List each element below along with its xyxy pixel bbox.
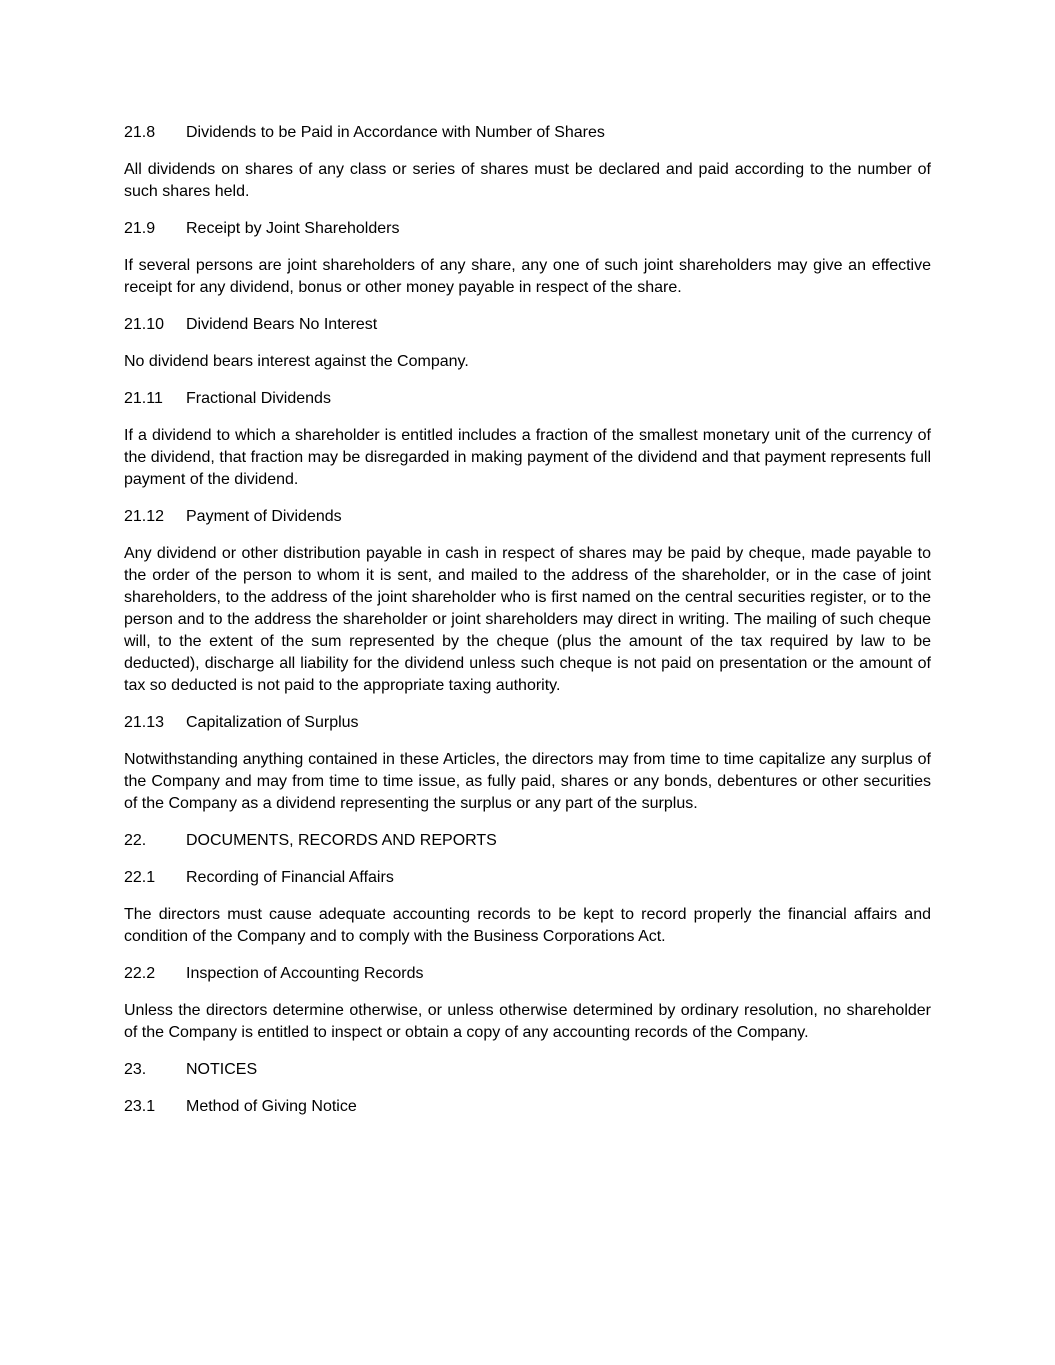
- section-block: [124, 506, 931, 697]
- section-heading: [124, 830, 931, 852]
- section-block: [124, 712, 931, 815]
- section-title: Fractional Dividends: [186, 390, 331, 407]
- section-block: [124, 830, 931, 852]
- section-paragraph: No dividend bears interest against the Company.: [124, 353, 469, 370]
- section-block: [124, 314, 931, 373]
- section-paragraph: The directors must cause adequate accounting records to be kept to record properly the financial affairs and condition of the Company and to comply with the Business Corporations Act.: [124, 906, 931, 945]
- section-paragraph: If a dividend to which a shareholder is entitled includes a fraction of the smallest monetary unit of the currency of the dividend, that fraction may be disregarded in making payment of the dividend and that payment represents full payment of the dividend.: [124, 427, 931, 488]
- section-title: Inspection of Accounting Records: [186, 965, 424, 982]
- section-title: Dividends to be Paid in Accordance with Number of Shares: [186, 124, 605, 141]
- section-title: Payment of Dividends: [186, 508, 342, 525]
- section-number: 21.8: [124, 124, 156, 141]
- section-heading: [124, 963, 931, 985]
- section-number: 21.13: [124, 714, 165, 731]
- section-block: [124, 963, 931, 1044]
- section-heading: [124, 506, 931, 528]
- section-number: 21.10: [124, 316, 165, 333]
- section-title: Method of Giving Notice: [186, 1098, 357, 1115]
- section-heading: [124, 218, 931, 240]
- section-title: NOTICES: [186, 1061, 258, 1078]
- section-paragraph: All dividends on shares of any class or series of shares must be declared and paid according to the number of such shares held.: [124, 161, 931, 200]
- section-block: [124, 388, 931, 491]
- section-title: Receipt by Joint Shareholders: [186, 220, 400, 237]
- section-title: Capitalization of Surplus: [186, 714, 359, 731]
- section-number: 22.2: [124, 965, 156, 982]
- section-heading: [124, 867, 931, 889]
- section-heading: [124, 712, 931, 734]
- section-number: 23.1: [124, 1098, 156, 1115]
- section-heading: [124, 388, 931, 410]
- section-title: Recording of Financial Affairs: [186, 869, 394, 886]
- section-heading: [124, 1096, 931, 1118]
- section-paragraph: Any dividend or other distribution payable in cash in respect of shares may be paid by cheque, made payable to the order of the person to whom it is sent, and mailed to the address of the shareholder, or in the case of joint shareholders, to the address of the joint shareholder who is first named on the central securities register, or to the person and to the address the shareholder or joint shareholders may direct in writing. The mailing of such cheque will, to the extent of the sum represented by the cheque (plus the amount of the tax required by law to be deducted), discharge all liability for the dividend unless such cheque is not paid on presentation or the amount of tax so deducted is not paid to the appropriate taxing authority.: [124, 545, 931, 694]
- section-heading: [124, 314, 931, 336]
- section-number: 21.12: [124, 508, 165, 525]
- section-block: [124, 867, 931, 948]
- section-paragraph: If several persons are joint shareholders of any share, any one of such joint shareholders may give an effective receipt for any dividend, bonus or other money payable in respect of the share.: [124, 257, 931, 296]
- section-block: [124, 1096, 931, 1118]
- section-paragraph: Notwithstanding anything contained in these Articles, the directors may from time to time capitalize any surplus of the Company and may from time to time issue, as fully paid, shares or any bonds, debentures or other securities of the Company as a dividend representing the surplus or any part of the surplus.: [124, 751, 931, 812]
- section-number: 21.11: [124, 390, 163, 407]
- section-number: 21.9: [124, 220, 156, 237]
- section-block: [124, 122, 931, 203]
- section-block: [124, 1059, 931, 1081]
- section-block: [124, 218, 931, 299]
- section-paragraph: Unless the directors determine otherwise, or unless otherwise determined by ordinary resolution, no shareholder of the Company is entitled to inspect or obtain a copy of any accounting records of the Company.: [124, 1002, 931, 1041]
- section-title: Dividend Bears No Interest: [186, 316, 378, 333]
- section-number: 22.1: [124, 869, 156, 886]
- section-number: 22.: [124, 832, 147, 849]
- section-heading: [124, 1059, 931, 1081]
- section-heading: [124, 122, 931, 144]
- section-number: 23.: [124, 1061, 147, 1078]
- section-title: DOCUMENTS, RECORDS AND REPORTS: [186, 832, 497, 849]
